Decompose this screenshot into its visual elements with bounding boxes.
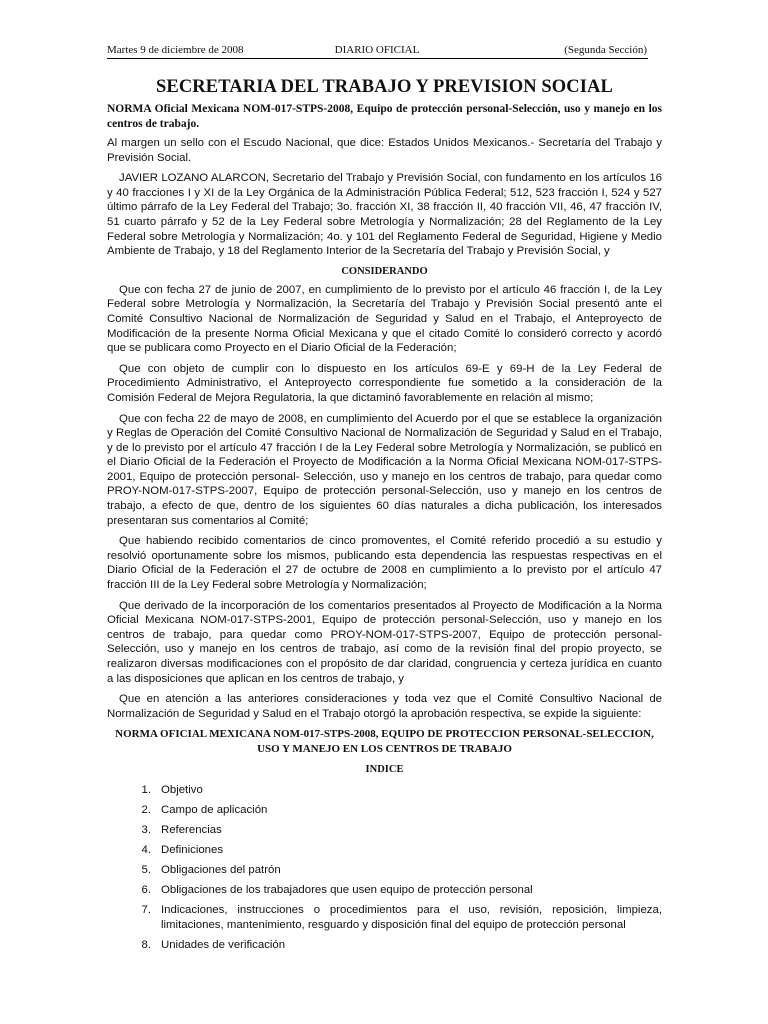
index-text: Campo de aplicación xyxy=(161,804,268,817)
index-list xyxy=(107,783,662,952)
index-text: Unidades de verificación xyxy=(161,938,286,951)
index-text: Referencias xyxy=(161,824,222,837)
index-number: 8. xyxy=(141,938,151,951)
indice-heading: INDICE xyxy=(365,764,404,776)
index-number: 3. xyxy=(141,824,151,837)
index-item xyxy=(107,803,662,818)
index-number: 7. xyxy=(141,904,151,917)
header-date: Martes 9 de diciembre de 2008 xyxy=(107,44,244,56)
considerando-paragraph: Que con objeto de cumplir con lo dispuesto en los artículos 69-E y 69-H de la Ley Federal de Procedimiento Administrativo, el Anteproyecto correspondiente fue sometido a la consideración de la Comisión Federal de Mejora Regulatoria, la que dictaminó favorablemente en relación al mismo; xyxy=(107,362,662,404)
considerando-paragraph: Que en atención a las anteriores consideraciones y toda vez que el Comité Consultivo Nacional de Normalización de Seguridad y Salud en el Trabajo otorgó la aprobación respectiva, se expide la siguiente: xyxy=(107,693,662,720)
index-item xyxy=(107,783,662,798)
index-text: Indicaciones, instrucciones o procedimientos para el uso, revisión, reposición, limpieza, limitaciones, mantenimiento, resguardo y disposición final del equipo de protección personal xyxy=(161,904,662,931)
index-number: 5. xyxy=(141,864,151,877)
index-item xyxy=(107,883,662,898)
considerando-paragraph: Que habiendo recibido comentarios de cinco promoventes, el Comité referido procedió a su estudio y resolvió oportunamente sobre los mismos, publicando esta dependencia las respuestas respectivas en el Diario Oficial de la Federación el 27 de octubre de 2008 en cumplimiento a lo previsto por el artículo 47 fracción III de la Ley Federal sobre Metrología y Normalización; xyxy=(107,535,662,592)
considerando-heading: CONSIDERANDO xyxy=(341,265,428,277)
index-item xyxy=(107,843,662,858)
index-number: 4. xyxy=(141,844,151,857)
index-item xyxy=(107,863,662,878)
page-header xyxy=(107,43,647,57)
index-item xyxy=(107,938,662,953)
norma-title: NORMA Oficial Mexicana NOM-017-STPS-2008, Equipo de protección personal-Selección, uso y manejo en los centros de trabajo. xyxy=(107,103,662,130)
index-text: Obligaciones de los trabajadores que usen equipo de protección personal xyxy=(161,884,533,897)
paragraph-seal: Al margen un sello con el Escudo Nacional, que dice: Estados Unidos Mexicanos.- Secretaría del Trabajo y Previsión Social. xyxy=(107,137,662,164)
index-text: Definiciones xyxy=(161,844,224,857)
index-number: 1. xyxy=(141,784,151,797)
index-item xyxy=(107,823,662,838)
document-body xyxy=(107,136,662,958)
index-number: 6. xyxy=(141,884,151,897)
considerando-paragraph: Que con fecha 27 de junio de 2007, en cumplimiento de lo previsto por el artículo 46 fracción I, de la Ley Federal sobre Metrología y Normalización, la Secretaría del Trabajo y Previsión Social presentó ante el Comité Consultivo Nacional de Normalización de Seguridad y Salud en el Trabajo, el Anteproyecto de Modificación de la presente Norma Oficial Mexicana y que el citado Comité lo consideró correcto y acordó que se publicara como Proyecto en el Diario Oficial de la Federación; xyxy=(107,283,662,355)
index-text: Obligaciones del patrón xyxy=(161,864,281,877)
index-text: Objetivo xyxy=(161,784,203,797)
paragraph-fundamento: JAVIER LOZANO ALARCON, Secretario del Trabajo y Previsión Social, con fundamento en los artículos 16 y 40 fracciones I y XI de la Ley Orgánica de la Administración Pública Federal; 512, 523 fracción I, 524 y 527 último párrafo de la Ley Federal del Trabajo; 3o. fracción XI, 38 fracción II, 40 fracción VII, 46, 47 fracción IV, 51 cuarto párrafo y 52 de la Ley Federal sobre Metrología y Normalización; 28 del Reglamento de la Ley Federal sobre Metrología y Normalización; 4o. y 101 del Reglamento Federal de Seguridad, Higiene y Medio Ambiente de Trabajo, y 18 del Reglamento Interior de la Secretaría del Trabajo y Previsión Social, y xyxy=(107,172,662,258)
norma-heading: NORMA OFICIAL MEXICANA NOM-017-STPS-2008, EQUIPO DE PROTECCION PERSONAL-SELECCION, USO Y MANEJO EN LOS CENTROS DE TRABAJO xyxy=(115,728,654,756)
considerando-paragraph: Que derivado de la incorporación de los comentarios presentados al Proyecto de Modificación a la Norma Oficial Mexicana NOM-017-STPS-2001, Equipo de protección personal-Selección, uso y manejo en los centros de trabajo, para quedar como PROY-NOM-017-STPS-2007, Equipo de protección personal-Selección, uso y manejo en los centros de trabajo, así como de la revisión final del propio proyecto, se realizaron diversas modificaciones con el propósito de dar claridad, congruencia y certeza jurídica en cuanto a las disposiciones que aplican en los centros de trabajo, y xyxy=(107,599,662,685)
considerando-paragraph: Que con fecha 22 de mayo de 2008, en cumplimiento del Acuerdo por el que se establece la organización y Reglas de Operación del Comité Consultivo Nacional de Normalización de Seguridad y Salud en el Trabajo, y de lo previsto por el artículo 47 fracción I de la Ley Federal sobre Metrología y Normalización, se publicó en el Diario Oficial de la Federación el Proyecto de Modificación a la Norma Oficial Mexicana NOM-017-STPS-2001, Equipo de protección personal- Selección, uso y manejo en los centros de trabajo, para quedar como PROY-NOM-017-STPS-2007, Equipo de protección personal-Selección, uso y manejo en los centros de trabajo, a efecto de que, dentro de los siguientes 60 días naturales a dicha publicación, los interesados presentaran sus comentarios al Comité; xyxy=(107,412,662,527)
header-publication: DIARIO OFICIAL xyxy=(334,44,420,56)
header-section: (Segunda Sección) xyxy=(564,44,647,56)
agency-title: SECRETARIA DEL TRABAJO Y PREVISION SOCIAL xyxy=(156,77,613,97)
index-item xyxy=(107,903,662,932)
index-number: 2. xyxy=(141,804,151,817)
header-rule xyxy=(107,58,648,59)
